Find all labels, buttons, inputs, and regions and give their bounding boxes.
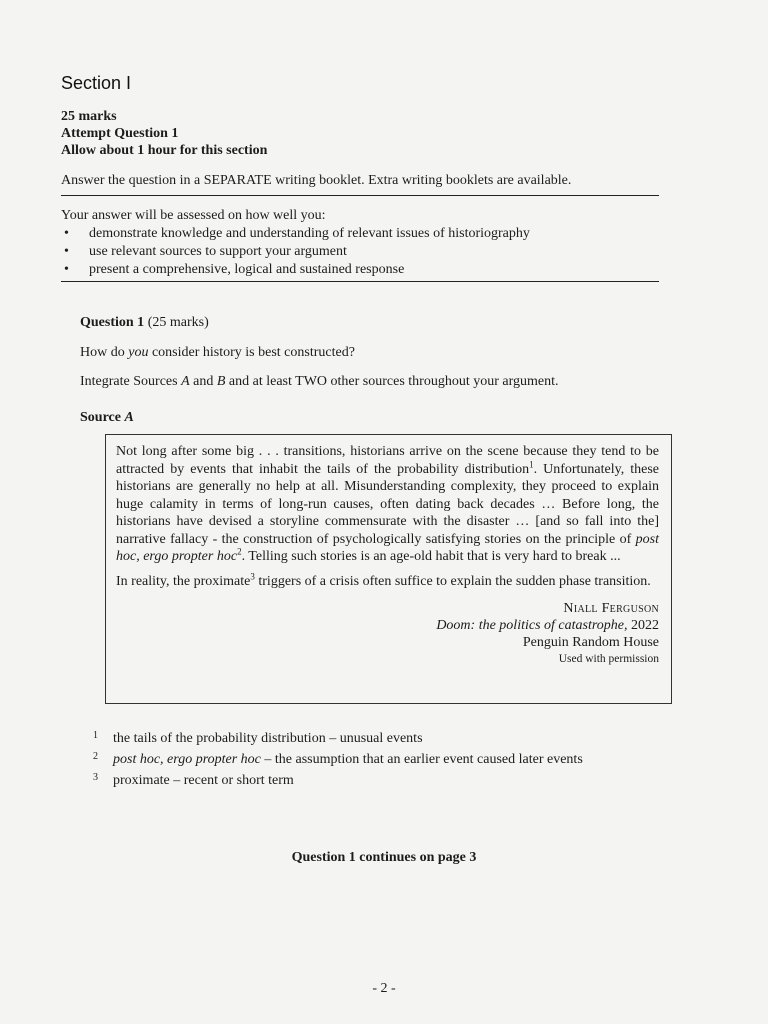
section-title: Section I [61, 73, 132, 93]
source-attribution [116, 600, 659, 668]
continues-note: Question 1 continues on page 3 [291, 850, 477, 865]
source-paragraph: Not long after some big . . . transitions, historians arrive on the scene because they tend to be attracted by events that inhabit the tails of the probability distribution$^1$. Unfortunately, these historians are generally no help at all. Misunderstanding complexity, they proceed to explain huge calamity in terms of long-run causes, often dating back decades … Before long, the historians have devised a storyline commensurate with the disaster … [and so fall into the] narrative fallacy - the construction of psychologically satisfying stories on the principle of post hoc, ergo propter hoc$^2$. Telling such stories is an age-old habit that is very hard to break ... [116, 444, 659, 564]
question-marks: (25 marks) [147, 315, 209, 330]
footnotes [93, 728, 583, 791]
booklet-instruction: Answer the question in a SEPARATE writing booklet. Extra writing booklets are available. [61, 173, 572, 188]
criteria-item: • demonstrate knowledge and understanding of relevant issues of historiography [64, 226, 530, 241]
bullet-icon: • [64, 244, 69, 259]
time-line: Allow about 1 hour for this section [61, 143, 268, 158]
bullet-icon: • [64, 226, 69, 241]
question-heading [80, 315, 209, 331]
attempt-line: Attempt Question 1 [61, 126, 179, 141]
source-a-box [105, 434, 672, 704]
footnote-item: 1 the tails of the probability distribution – unusual events [93, 730, 423, 746]
question-prompt: How do you consider history is best constructed? [80, 345, 355, 360]
question-label: Question 1 [80, 315, 145, 330]
assessment-intro: Your answer will be assessed on how well you: [61, 208, 326, 223]
source-paragraph: In reality, the proximate$^3$ triggers of a crisis often suffice to explain the sudden phase transition. [116, 570, 651, 589]
section-meta [61, 108, 267, 159]
footnote-item: 3 proximate – recent or short term [93, 772, 294, 788]
source-author: Niall Ferguson [563, 601, 659, 616]
page-number: - 2 - [372, 981, 396, 996]
assessment-criteria [61, 207, 530, 279]
criteria-item: • use relevant sources to support your argument [64, 244, 347, 259]
marks-line: 25 marks [61, 109, 117, 124]
divider-top [61, 195, 659, 196]
question-integrate: Integrate Sources A and B and at least TWO other sources throughout your argument. [80, 374, 559, 389]
source-publisher: Penguin Random House [522, 635, 659, 650]
divider-bottom [61, 281, 659, 282]
source-a-label: Source A [80, 410, 134, 425]
bullet-icon: • [64, 262, 69, 277]
footnote-item: 2 post hoc, ergo propter hoc – the assumption that an earlier event caused later events [93, 751, 583, 767]
source-permission: Used with permission [558, 653, 659, 665]
criteria-item: • present a comprehensive, logical and sustained response [64, 262, 405, 277]
criteria-list [61, 225, 530, 279]
source-title: Doom: the politics of catastrophe, 2022 [436, 618, 659, 633]
